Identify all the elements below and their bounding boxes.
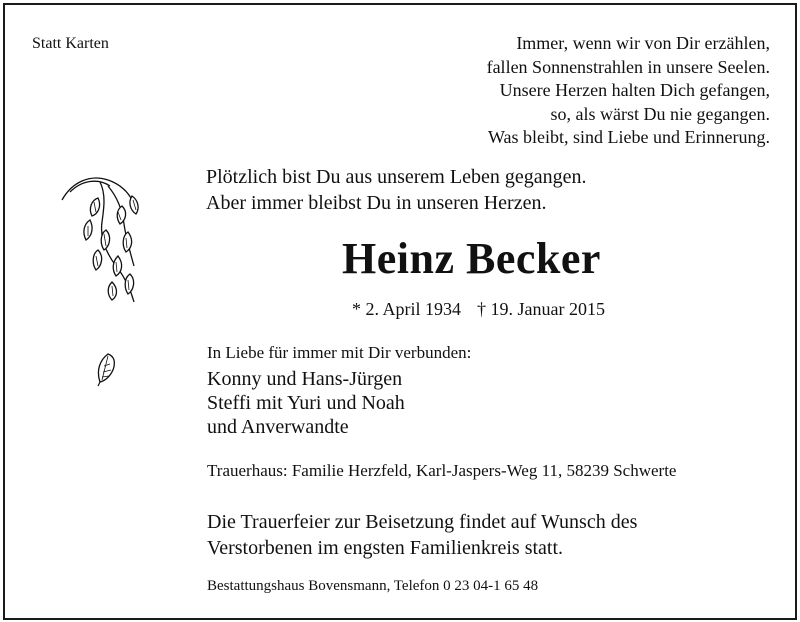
life-dates [352,299,605,320]
deceased-name: Heinz Becker [342,234,601,283]
family-line: Konny und Hans-Jürgen [207,368,403,390]
love-line: In Liebe für immer mit Dir verbunden: [207,343,472,362]
birch-branch-icon [60,170,155,320]
poem-line: Immer, wenn wir von Dir erzählen, [516,33,770,53]
family-list [207,367,405,439]
intro-text [206,164,666,216]
ceremony-line: Verstorbenen im engsten Familienkreis statt. [207,537,564,559]
ceremony-notice [207,509,727,561]
poem-line: Unsere Herzen halten Dich gefangen, [499,80,770,100]
funeral-home-contact: Bestattungshaus Bovensmann, Telefon 0 23 04-1 65 48 [207,578,539,594]
intro-line: Plötzlich bist Du aus unserem Leben gegangen. [206,166,587,188]
ceremony-line: Die Trauerfeier zur Beisetzung findet auf Wunsch des [207,511,638,533]
statt-karten-label: Statt Karten [32,35,109,52]
family-line: Steffi mit Yuri und Noah [207,392,405,414]
poem [487,32,770,150]
trauerhaus-address: Trauerhaus: Familie Herzfeld, Karl-Jaspers-Weg 11, 58239 Schwerte [207,461,677,480]
intro-line: Aber immer bleibst Du in unseren Herzen. [206,192,547,214]
poem-line: fallen Sonnenstrahlen in unsere Seelen. [486,56,770,77]
poem-line: Was bleibt, sind Liebe und Erinnerung. [488,127,770,147]
death-date: † 19. Januar 2015 [477,299,605,319]
falling-leaf-icon [94,352,120,388]
poem-line: so, als wärst Du nie gegangen. [550,103,770,124]
birth-date: * 2. April 1934 [352,299,462,319]
family-line: und Anverwandte [207,416,349,438]
